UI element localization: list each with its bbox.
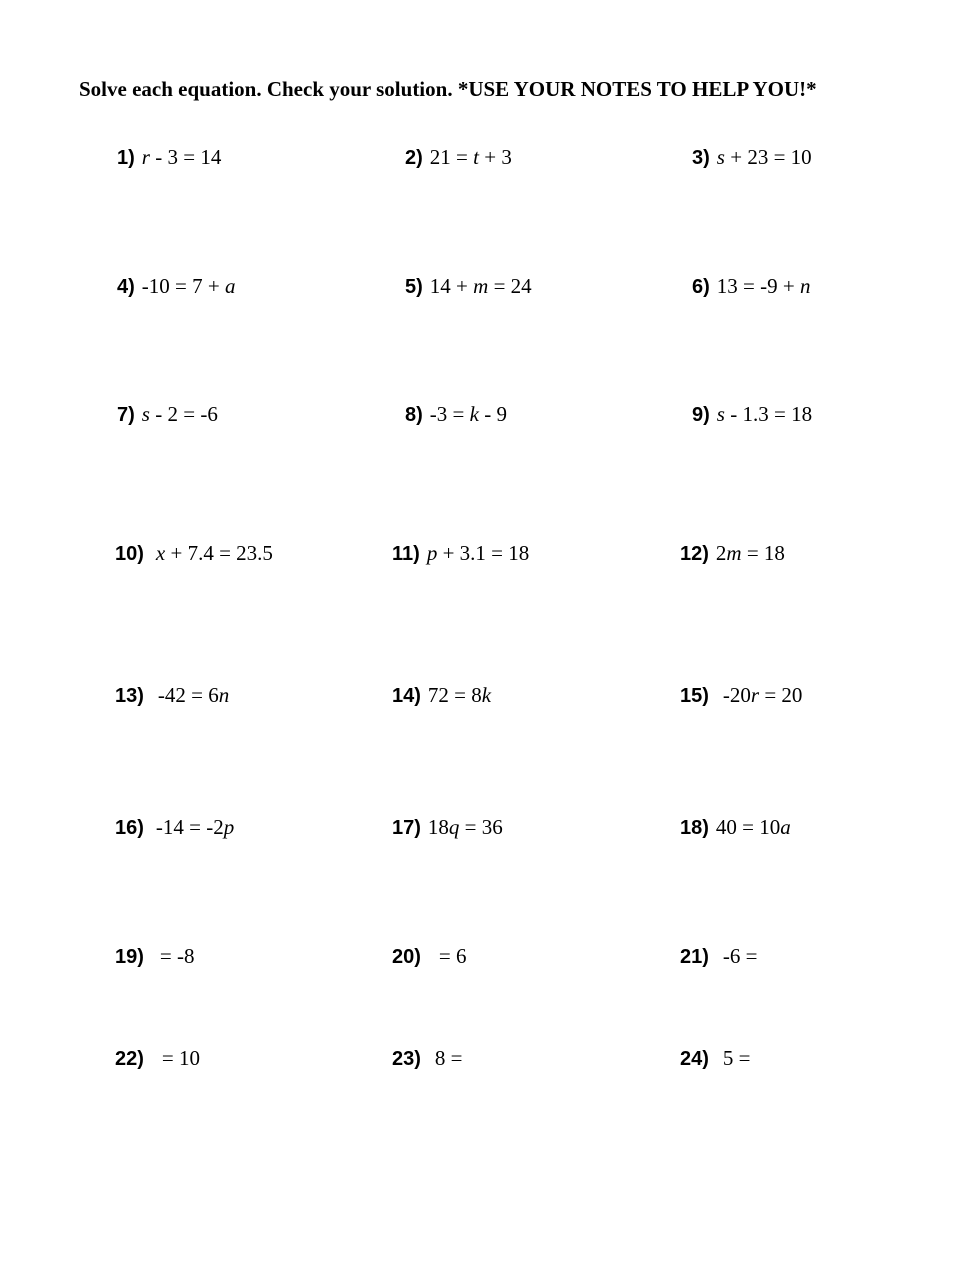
variable: x [155, 541, 166, 565]
equation-text: + 3.1 = 18 [437, 541, 530, 565]
problem-number: 1) [117, 147, 135, 169]
problem-equation [156, 541, 273, 565]
equation-text: 13 = -9 + [716, 274, 800, 298]
equation-text: - 3 = 14 [149, 145, 222, 169]
problem-number: 8) [405, 404, 423, 426]
problem-5 [405, 276, 532, 297]
problem-23 [392, 1048, 463, 1069]
problem-equation [430, 402, 507, 426]
problem-equation [723, 1046, 751, 1070]
problem-number: 4) [117, 276, 135, 298]
problem-number: 9) [692, 404, 710, 426]
problem-equation [142, 402, 218, 426]
variable: a [780, 815, 791, 839]
problem-number: 13) [115, 685, 144, 707]
problem-number: 15) [680, 685, 709, 707]
equation-text: + 3 [478, 145, 512, 169]
equation-text: -20 [722, 683, 751, 707]
equation-text: 40 = 10 [715, 815, 781, 839]
problem-10 [115, 543, 273, 564]
problem-number: 23) [392, 1048, 421, 1070]
problem-equation [142, 274, 236, 298]
equation-text: 5 = [722, 1046, 751, 1070]
problem-equation [717, 274, 811, 298]
variable: p [223, 815, 235, 839]
problem-number: 11) [392, 543, 420, 565]
problem-number: 2) [405, 147, 423, 169]
variable: s [716, 402, 725, 426]
problem-equation [723, 944, 758, 968]
problem-12 [680, 543, 785, 564]
problem-equation [716, 815, 791, 839]
problem-16 [115, 817, 234, 838]
problem-number: 22) [115, 1048, 144, 1070]
variable: n [218, 683, 230, 707]
variable: n [799, 274, 811, 298]
problem-number: 5) [405, 276, 423, 298]
problem-9 [692, 404, 812, 425]
problem-equation [435, 1046, 463, 1070]
problem-equation [430, 145, 512, 169]
equation-text: -42 = 6 [157, 683, 219, 707]
equation-text: 21 = [429, 145, 474, 169]
equation-text: 72 = 8 [427, 683, 482, 707]
variable: r [750, 683, 760, 707]
equation-text: -14 = -2 [155, 815, 224, 839]
equation-text: + 23 = 10 [724, 145, 812, 169]
equation-text: 18 [427, 815, 449, 839]
problem-number: 24) [680, 1048, 709, 1070]
variable: p [426, 541, 438, 565]
problem-equation [158, 683, 229, 707]
problem-number: 19) [115, 946, 144, 968]
variable: m [726, 541, 742, 565]
variable: q [448, 815, 460, 839]
problem-2 [405, 147, 512, 168]
problem-equation [142, 145, 222, 169]
problem-22 [115, 1048, 200, 1069]
equation-text: - 2 = -6 [149, 402, 218, 426]
equation-text: 14 + [429, 274, 474, 298]
problem-number: 16) [115, 817, 144, 839]
equation-text: - 1.3 = 18 [724, 402, 813, 426]
equation-text: 2 [715, 541, 727, 565]
problem-equation [160, 944, 195, 968]
problem-equation [716, 541, 785, 565]
problem-equation [439, 944, 467, 968]
problem-equation [156, 815, 234, 839]
problem-15 [680, 685, 802, 706]
problem-equation [717, 145, 812, 169]
variable: s [141, 402, 150, 426]
problem-number: 12) [680, 543, 709, 565]
equation-text: 8 = [434, 1046, 463, 1070]
equation-text: = -8 [159, 944, 195, 968]
problem-equation [723, 683, 803, 707]
equation-text: -6 = [722, 944, 758, 968]
problem-number: 17) [392, 817, 421, 839]
problem-number: 6) [692, 276, 710, 298]
problem-13 [115, 685, 229, 706]
equation-text: = 18 [741, 541, 785, 565]
problem-17 [392, 817, 503, 838]
problem-equation [430, 274, 532, 298]
variable: k [481, 683, 492, 707]
problem-number: 14) [392, 685, 421, 707]
problem-24 [680, 1048, 751, 1069]
problem-number: 21) [680, 946, 709, 968]
problem-20 [392, 946, 467, 967]
problem-7 [117, 404, 218, 425]
equation-text: = 24 [488, 274, 532, 298]
problem-6 [692, 276, 810, 297]
problem-8 [405, 404, 507, 425]
equation-text: -10 = 7 + [141, 274, 225, 298]
variable: a [224, 274, 236, 298]
problem-equation [162, 1046, 200, 1070]
problem-3 [692, 147, 812, 168]
equation-text: -3 = [429, 402, 470, 426]
problem-1 [117, 147, 221, 168]
instructions-heading: Solve each equation. Check your solution. *USE YOUR NOTES TO HELP YOU!* [79, 77, 817, 101]
problem-number: 7) [117, 404, 135, 426]
variable: r [141, 145, 150, 169]
variable: s [716, 145, 725, 169]
problem-21 [680, 946, 758, 967]
problem-number: 3) [692, 147, 710, 169]
problem-number: 18) [680, 817, 709, 839]
problem-4 [117, 276, 235, 297]
equation-text: - 9 [478, 402, 507, 426]
equation-text: = 20 [759, 683, 803, 707]
equation-text: = 10 [161, 1046, 200, 1070]
variable: m [473, 274, 489, 298]
variable: t [473, 145, 479, 169]
problem-14 [392, 685, 491, 706]
equation-text: + 7.4 = 23.5 [165, 541, 273, 565]
problem-equation [427, 541, 529, 565]
problem-equation [428, 815, 503, 839]
problem-equation [717, 402, 812, 426]
problem-11 [392, 543, 529, 564]
problem-number: 20) [392, 946, 421, 968]
problem-18 [680, 817, 791, 838]
equation-text: = 36 [459, 815, 503, 839]
problem-number: 10) [115, 543, 144, 565]
problem-19 [115, 946, 195, 967]
variable: k [469, 402, 479, 426]
problem-equation [428, 683, 491, 707]
equation-text: = 6 [438, 944, 467, 968]
